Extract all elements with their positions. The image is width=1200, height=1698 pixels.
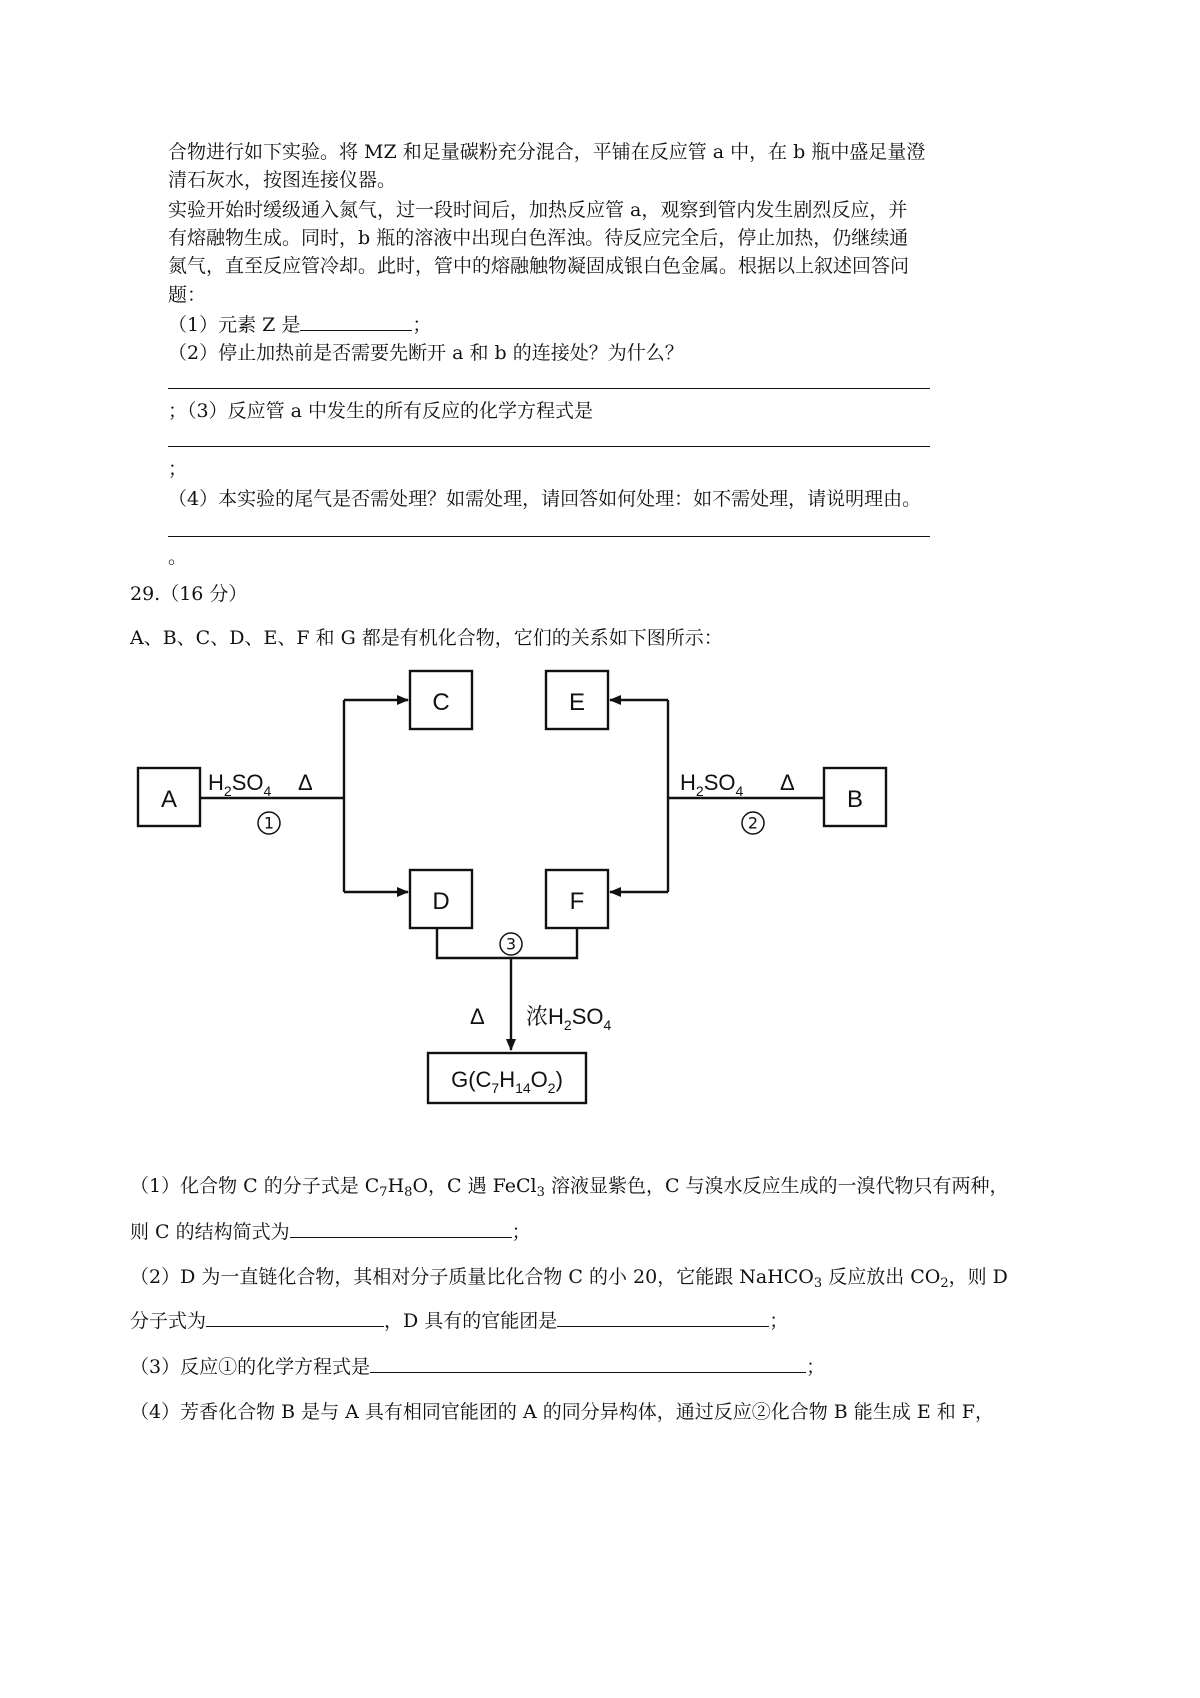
- q29-p1-line2-text: 则 C 的结构简式为: [130, 1221, 290, 1243]
- label-e: E: [568, 689, 586, 716]
- q28-paragraph-line: 有熔融物生成。同时，b 瓶的溶液中出现白色浑浊。待反应完全后，停止加热，仍继续通: [168, 227, 909, 249]
- reagent-conc-h2so4: 浓$H_2SO_4$: [526, 1004, 612, 1033]
- step-3-label: 3: [505, 934, 517, 954]
- q29-p1-sub: 3: [536, 1185, 545, 1200]
- q28-q1-prefix: （1）元素 Z 是: [168, 314, 301, 336]
- q29-p3-answer-blank[interactable]: [370, 1352, 806, 1373]
- step-1-label: 1: [263, 813, 275, 833]
- q29-intro: A、B、C、D、E、F 和 G 都是有机化合物，它们的关系如下图所示：: [130, 627, 723, 649]
- q29-subquestion-1-line2: [130, 1217, 531, 1246]
- q29-p2-sub: 2: [940, 1276, 949, 1291]
- q29-p2-sub: 3: [813, 1276, 823, 1291]
- q29-p3-text: （3）反应①的化学方程式是: [130, 1356, 371, 1378]
- q29-p2-group-blank[interactable]: [557, 1306, 769, 1327]
- q29-subquestion-4: （4）芳香化合物 B 是与 A 具有相同官能团的 A 的同分异构体，通过反应②化合物 B 能生成 E 和 F，: [130, 1401, 994, 1423]
- q29-p1-text: O，C 遇 FeCl: [412, 1175, 537, 1197]
- q28-paragraph-line: 清石灰水，按图连接仪器。: [168, 169, 397, 191]
- q29-subquestion-3: [130, 1352, 825, 1381]
- heat-symbol-left: Δ: [298, 770, 313, 795]
- q29-header: 29.（16 分）: [130, 583, 248, 605]
- heat-symbol-right: Δ: [780, 770, 795, 795]
- q28-subquestion-3: ；（3）反应管 a 中发生的所有反应的化学方程式是: [168, 400, 593, 422]
- label-c: C: [432, 689, 450, 716]
- q29-p1-text: 溶液显紫色，C 与溴水反应生成的一溴代物只有两种，: [544, 1175, 1009, 1197]
- q29-p2-line2-text: ，D 具有的官能团是: [384, 1310, 558, 1332]
- q29-p1-text: H: [387, 1175, 405, 1197]
- q28-paragraph-line: 氮气，直至反应管冷却。此时，管中的熔融触物凝固成银白色金属。根据以上叙述回答问: [168, 255, 910, 277]
- q29-p2-formula-blank[interactable]: [206, 1306, 384, 1327]
- q29-p1-answer-blank[interactable]: [290, 1217, 512, 1238]
- q29-p1-sub: 8: [404, 1185, 413, 1200]
- label-a: A: [160, 786, 178, 813]
- q28-paragraph-line: 题：: [168, 284, 207, 306]
- q29-p1-text: （1）化合物 C 的分子式是 C: [130, 1175, 380, 1197]
- q28-subquestion-2: （2）停止加热前是否需要先断开 a 和 b 的连接处？为什么？: [168, 342, 684, 364]
- q28-paragraph-line: 合物进行如下实验。将 MZ 和足量碳粉充分混合，平铺在反应管 a 中，在 b 瓶中盛足量澄: [168, 141, 926, 163]
- label-f: F: [569, 888, 585, 915]
- q29-subquestion-2: [130, 1263, 1008, 1291]
- q28-subquestion-4: （4）本实验的尾气是否需处理？如需处理，请回答如何处理：如不需处理，请说明理由。: [168, 488, 922, 510]
- q28-paragraph-line: 实验开始时缓级通入氮气，过一段时间后，加热反应管 a，观察到管内发生剧烈反应，并: [168, 199, 908, 221]
- q29-p2-text: ，则 D: [948, 1266, 1008, 1288]
- q29-p1-sub: 7: [379, 1185, 388, 1200]
- q29-p2-end: ；: [769, 1310, 789, 1332]
- label-g-formula: $G(C_7H_{14}O_2)$: [451, 1067, 563, 1096]
- q29-subquestion-1: [130, 1172, 1009, 1200]
- reagent-right-h2so4: $H_2SO_4$: [680, 770, 744, 799]
- q29-p3-end: ；: [806, 1356, 826, 1378]
- q28-q4-end-mark: 。: [168, 546, 188, 568]
- q29-p1-end: ；: [511, 1221, 531, 1243]
- label-d: D: [432, 888, 450, 915]
- heat-symbol-step3: Δ: [470, 1004, 485, 1029]
- q29-p2-text: （2）D 为一直链化合物，其相对分子质量比化合物 C 的小 20，它能跟 NaHCO: [130, 1266, 814, 1288]
- q29-p2-line2-text: 分子式为: [130, 1310, 207, 1332]
- label-b: B: [846, 786, 864, 813]
- step-2-label: 2: [747, 813, 759, 833]
- q29-subquestion-2-line2: [130, 1306, 788, 1335]
- q28-q3-end-mark: ；: [168, 458, 188, 480]
- q28-q1-suffix: ；: [412, 314, 432, 336]
- q29-p2-text: 反应放出 CO: [822, 1266, 941, 1288]
- reagent-left-h2so4: $H_2SO_4$: [208, 770, 272, 799]
